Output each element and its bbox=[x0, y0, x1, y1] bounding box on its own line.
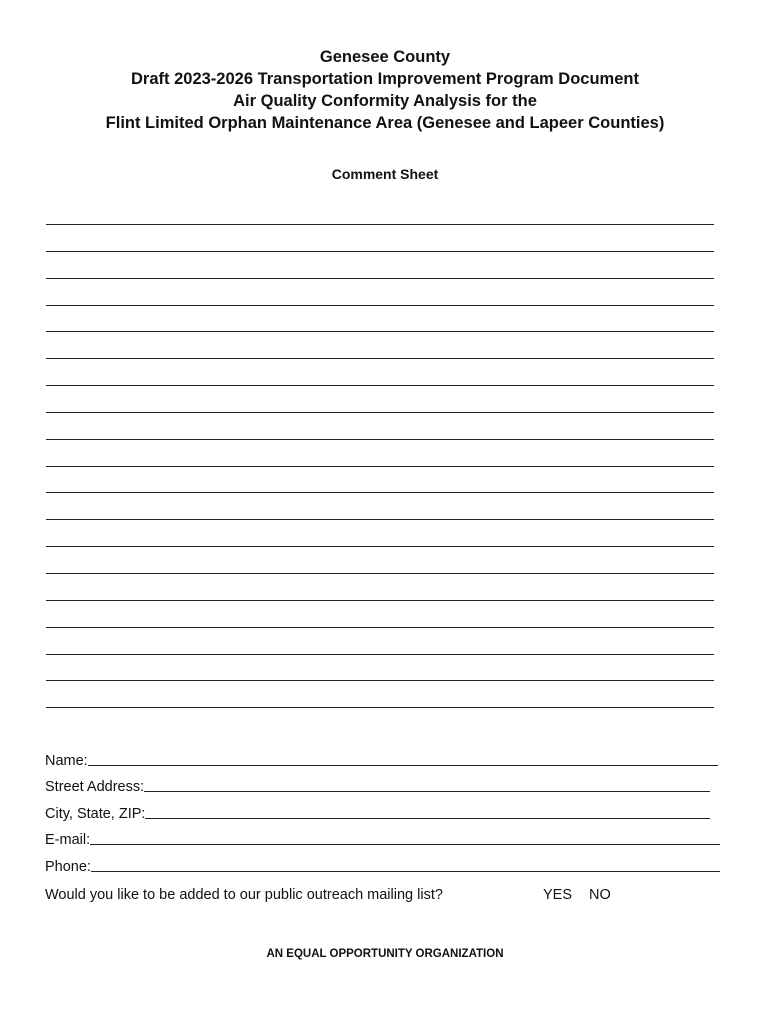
header-line-draft: Draft 2023-2026 Transportation Improvement Program Document bbox=[131, 70, 639, 88]
comment-line[interactable] bbox=[46, 224, 714, 225]
comment-line[interactable] bbox=[46, 600, 714, 601]
street-label: Street Address: bbox=[45, 779, 145, 795]
comment-line[interactable] bbox=[46, 654, 714, 655]
header-line-analysis: Air Quality Conformity Analysis for the bbox=[233, 92, 537, 110]
city-label: City, State, ZIP: bbox=[45, 805, 146, 822]
email-label: E-mail: bbox=[45, 832, 91, 848]
comment-line[interactable] bbox=[46, 358, 714, 359]
name-row bbox=[45, 742, 725, 769]
city-row bbox=[45, 795, 725, 822]
footer-statement: AN EQUAL OPPORTUNITY ORGANIZATION bbox=[266, 948, 504, 960]
comment-lines-area[interactable] bbox=[46, 224, 714, 734]
comment-line[interactable] bbox=[46, 707, 714, 708]
name-field[interactable] bbox=[88, 749, 718, 766]
header-line-county: Genesee County bbox=[319, 48, 451, 66]
name-label: Name: bbox=[45, 752, 88, 769]
contact-fields bbox=[45, 742, 725, 875]
comment-line[interactable] bbox=[46, 466, 714, 467]
phone-field[interactable] bbox=[91, 855, 720, 872]
phone-label: Phone: bbox=[45, 858, 91, 875]
comment-line[interactable] bbox=[46, 412, 714, 413]
street-row bbox=[45, 769, 725, 796]
document-header bbox=[0, 46, 770, 134]
comment-line[interactable] bbox=[46, 573, 714, 574]
comment-line[interactable] bbox=[46, 439, 714, 440]
city-field[interactable] bbox=[145, 802, 710, 819]
comment-line[interactable] bbox=[46, 492, 714, 493]
comment-line[interactable] bbox=[46, 680, 714, 681]
street-field[interactable] bbox=[144, 775, 710, 792]
page-subtitle: Comment Sheet bbox=[331, 166, 439, 182]
comment-line[interactable] bbox=[46, 627, 714, 628]
yes-option[interactable]: YES bbox=[543, 887, 573, 903]
comment-line[interactable] bbox=[46, 251, 714, 252]
comment-line[interactable] bbox=[46, 305, 714, 306]
header-line-area: Flint Limited Orphan Maintenance Area (Genesee and Lapeer Counties) bbox=[105, 114, 665, 132]
comment-line[interactable] bbox=[46, 331, 714, 332]
comment-line[interactable] bbox=[46, 519, 714, 520]
comment-line[interactable] bbox=[46, 278, 714, 279]
email-row bbox=[45, 822, 725, 849]
comment-line[interactable] bbox=[46, 546, 714, 547]
mailing-list-question: Would you like to be added to our public outreach mailing list? bbox=[45, 887, 443, 903]
no-option[interactable]: NO bbox=[589, 887, 611, 903]
comment-line[interactable] bbox=[46, 385, 714, 386]
email-field[interactable] bbox=[90, 828, 720, 845]
phone-row bbox=[45, 848, 725, 875]
